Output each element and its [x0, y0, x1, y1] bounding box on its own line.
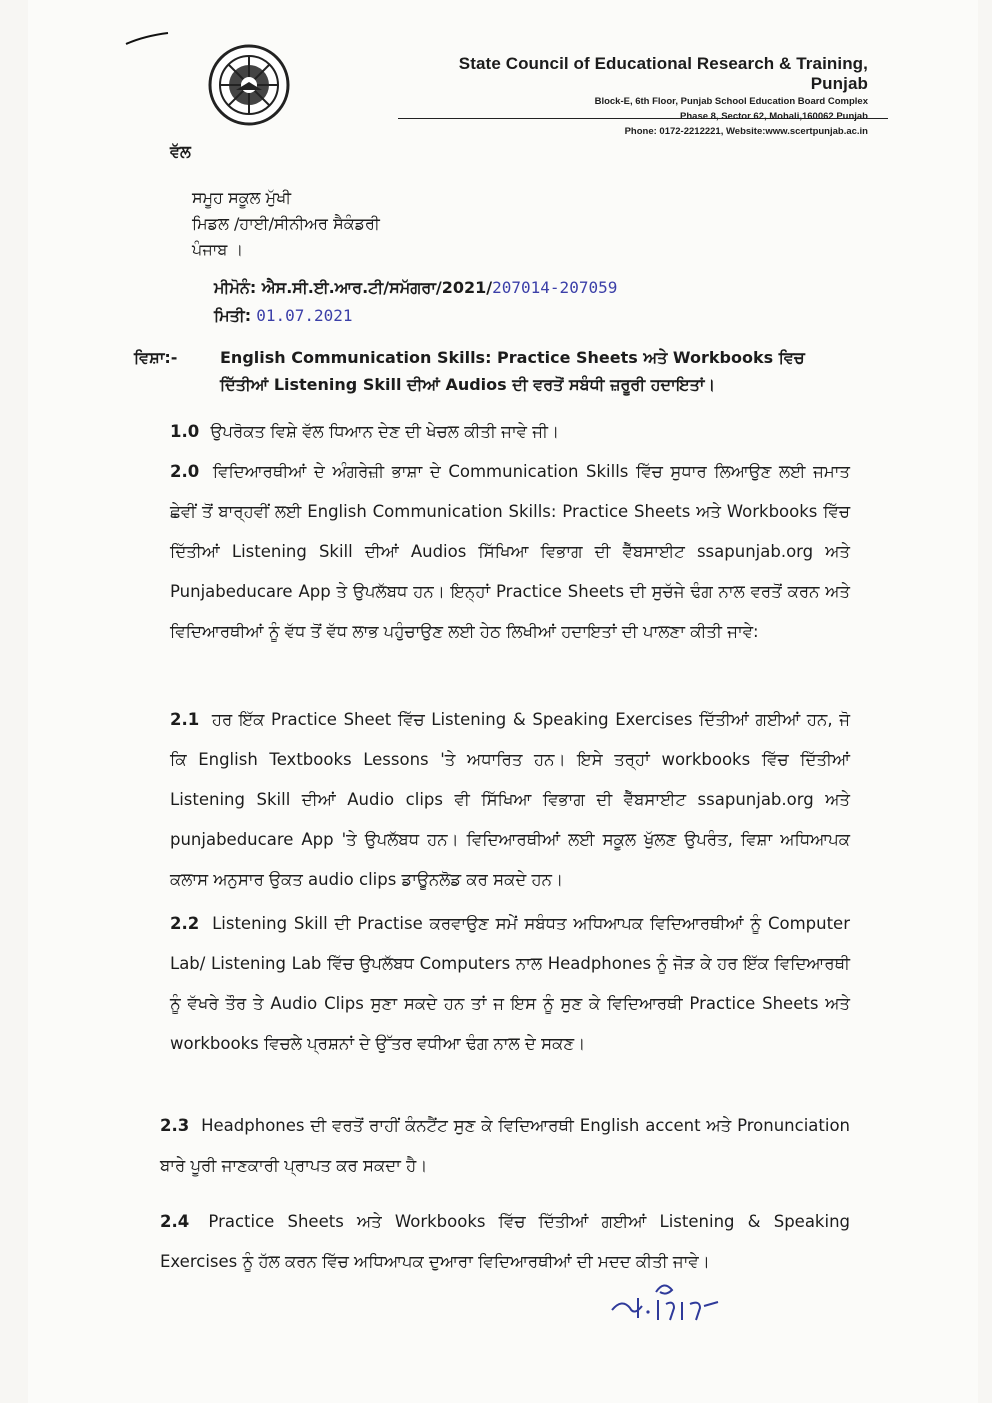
paragraph-text: Listening Skill ਦੀ Practise ਕਰਵਾਉਣ ਸਮੇਂ ਸਬੰਧਤ ਅਧਿਆਪਕ ਵਿਦਿਆਰਥੀਆਂ ਨੂੰ Computer Lab/ Listening Lab ਵਿੱਚ ਉਪਲੱਬਧ Computers ਨਾਲ Headphones ਨੂੰ ਜੋੜ ਕੇ ਹਰ ਇੱਕ ਵਿਦਿਆਰਥੀ ਨੂੰ ਵੱਖਰੇ ਤੌਰ ਤੇ Audio Clips ਸੁਣਾ ਸਕਦੇ ਹਨ ਤਾਂ ਜ ਇਸ ਨੂੰ ਸੁਣ ਕੇ ਵਿਦਿਆਰਥੀ Practice Sheets ਅਤੇ workbooks ਵਿਚਲੇ ਪ੍ਰਸ਼ਨਾਂ ਦੇ ਉੱਤਰ ਵਧੀਆ ਢੰਗ ਨਾਲ ਦੇ ਸਕਣ।: [170, 914, 850, 1053]
subject-line-2: ਦਿੱਤੀਆਂ Listening Skill ਦੀਆਂ Audios ਦੀ ਵਰਤੋਂ ਸਬੰਧੀ ਜ਼ਰੂਰੀ ਹਦਾਇਤਾਂ।: [220, 375, 716, 394]
paragraph-number: 2.2: [170, 914, 200, 933]
recipient-line-1: ਸਮੂਹ ਸਕੂਲ ਮੁੱਖੀ: [192, 188, 292, 207]
date-handwritten: 01.07.2021: [256, 306, 353, 325]
letterhead: [398, 54, 868, 139]
paragraph-2-3: [160, 1106, 850, 1186]
paragraph-number: 2.1: [170, 710, 200, 729]
recipient-line-2: ਮਿਡਲ /ਹਾਈ/ਸੀਨੀਅਰ ਸੈਕੰਡਰੀ: [192, 214, 380, 233]
memo-date: [214, 304, 353, 328]
subject-line-1: English Communication Skills: Practice Sheets ਅਤੇ Workbooks ਵਿਚ: [220, 348, 805, 367]
paragraph-number: 1.0: [170, 422, 200, 441]
paragraph-text: ਉਪਰੋਕਤ ਵਿਸ਼ੇ ਵੱਲ ਧਿਆਨ ਦੇਣ ਦੀ ਖੇਚਲ ਕੀਤੀ ਜਾਵੇ ਜੀ।: [210, 422, 560, 441]
paragraph-2-1: [170, 700, 850, 900]
paragraph-text: ਹਰ ਇੱਕ Practice Sheet ਵਿੱਚ Listening & Speaking Exercises ਦਿੱਤੀਆਂ ਗਈਆਂ ਹਨ, ਜੋ ਕਿ English Textbooks Lessons 'ਤੇ ਅਧਾਰਿਤ ਹਨ। ਇਸੇ ਤਰ੍ਹਾਂ workbooks ਵਿੱਚ ਦਿੱਤੀਆਂ Listening Skill ਦੀਆਂ Audio clips ਵੀ ਸਿੱਖਿਆ ਵਿਭਾਗ ਦੀ ਵੈੱਬਸਾਈਟ ssapunjab.org ਅਤੇ punjabeducare App 'ਤੇ ਉਪਲੱਬਧ ਹਨ। ਵਿਦਿਆਰਥੀਆਂ ਲਈ ਸਕੂਲ ਖੁੱਲਣ ਉਪਰੰਤ, ਵਿਸ਼ਾ ਅਧਿਆਪਕ ਕਲਾਸ ਅਨੁਸਾਰ ਉਕਤ audio clips ਡਾਊਨਲੋਡ ਕਰ ਸਕਦੇ ਹਨ।: [170, 710, 850, 889]
memo-label: ਮੀਮੋਨੰ: ਐਸ.ਸੀ.ਈ.ਆਰ.ਟੀ/ਸਮੱਗਰਾ/2021/: [214, 278, 493, 297]
pen-stroke-mark: [124, 30, 174, 50]
paragraph-text: Headphones ਦੀ ਵਰਤੋਂ ਰਾਹੀਂ ਕੰਨਟੈਂਟ ਸੁਣ ਕੇ ਵਿਦਿਆਰਥੀ English accent ਅਤੇ Pronunciation ਬਾਰੇ ਪੂਰੀ ਜਾਣਕਾਰੀ ਪ੍ਰਾਪਤ ਕਰ ਸਕਦਾ ਹੈ।: [160, 1116, 850, 1175]
paragraph-number: 2.3: [160, 1116, 190, 1135]
paragraph-2-2: [170, 904, 850, 1064]
paragraph-2-0: [170, 452, 850, 652]
subject-label: ਵਿਸ਼ਾ:-: [134, 348, 178, 367]
date-label: ਮਿਤੀ:: [214, 306, 252, 325]
recipient-line-3: ਪੰਜਾਬ ।: [192, 240, 244, 259]
document-page: [28, 0, 978, 1403]
handwritten-initials-signature: [608, 1278, 728, 1328]
paragraph-1-0: [170, 412, 850, 452]
memo-number: [214, 276, 617, 300]
paragraph-number: 2.0: [170, 462, 200, 481]
paragraph-text: Practice Sheets ਅਤੇ Workbooks ਵਿੱਚ ਦਿੱਤੀਆਂ ਗਈਆਂ Listening & Speaking Exercises ਨੂੰ ਹੱਲ ਕਰਨ ਵਿੱਚ ਅਧਿਆਪਕ ਦੁਆਰਾ ਵਿਦਿਆਰਥੀਆਂ ਦੀ ਮਦਦ ਕੀਤੀ ਜਾਵੇ।: [160, 1212, 850, 1271]
organization-name: State Council of Educational Research & Training, Punjab: [458, 54, 868, 93]
paragraph-2-4: [160, 1202, 850, 1282]
paragraph-text: ਵਿਦਿਆਰਥੀਆਂ ਦੇ ਅੰਗਰੇਜ਼ੀ ਭਾਸ਼ਾ ਦੇ Communication Skills ਵਿੱਚ ਸੁਧਾਰ ਲਿਆਉਣ ਲਈ ਜਮਾਤ ਛੇਵੀਂ ਤੋਂ ਬਾਰ੍ਹਵੀਂ ਲਈ English Communication Skills: Practice Sheets ਅਤੇ Workbooks ਵਿੱਚ ਦਿੱਤੀਆਂ Listening Skill ਦੀਆਂ Audios ਸਿੱਖਿਆ ਵਿਭਾਗ ਦੀ ਵੈੱਬਸਾਈਟ ssapunjab.org ਅਤੇ Punjabeducare App ਤੇ ਉਪਲੱਬਧ ਹਨ। ਇਨ੍ਹਾਂ Practice Sheets ਦੀ ਸੁਚੱਜੇ ਢੰਗ ਨਾਲ ਵਰਤੋਂ ਕਰਨ ਅਤੇ ਵਿਦਿਆਰਥੀਆਂ ਨੂੰ ਵੱਧ ਤੋਂ ਵੱਧ ਲਾਭ ਪਹੁੰਚਾਉਣ ਲਈ ਹੇਠ ਲਿਖੀਆਂ ਹਦਾਇਤਾਂ ਦੀ ਪਾਲਣਾ ਕੀਤੀ ਜਾਵੇ:: [170, 462, 850, 641]
header-divider: [398, 118, 888, 119]
phone-website-line: Phone: 0172-2212221, Website:www.scertpunjab.ac.in: [624, 126, 868, 137]
scert-emblem-logo: [208, 44, 290, 126]
address-line-1: Block-E, 6th Floor, Punjab School Education Board Complex: [594, 96, 868, 107]
memo-number-handwritten: 207014-207059: [492, 278, 618, 297]
to-label: ਵੱਲ: [170, 142, 191, 161]
address-line-2: Phase 8, Sector 62, Mohali,160062 Punjab: [680, 111, 868, 122]
paragraph-number: 2.4: [160, 1212, 190, 1231]
